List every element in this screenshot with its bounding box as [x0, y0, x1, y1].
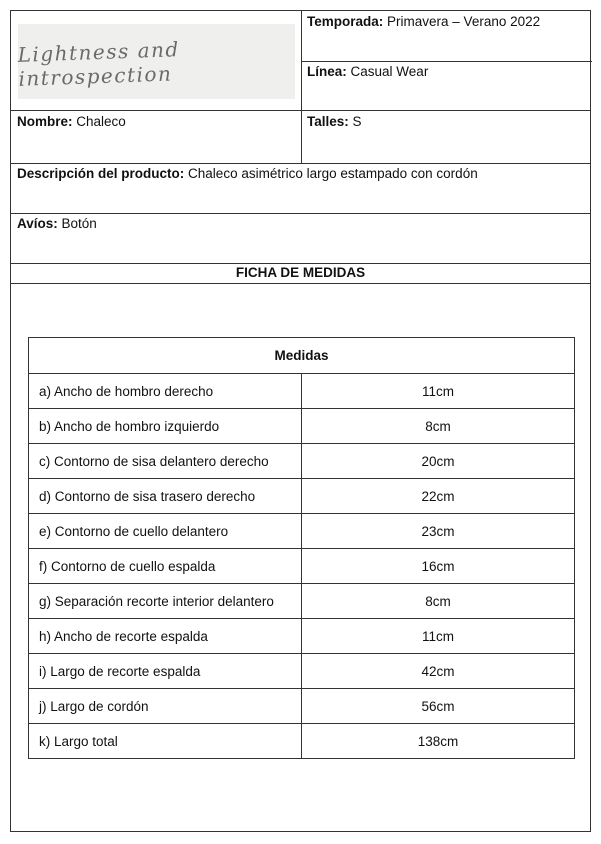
- measurement-name: g) Separación recorte interior delantero: [29, 584, 302, 619]
- measurement-value: 16cm: [302, 549, 575, 584]
- measurement-value: 8cm: [302, 584, 575, 619]
- measurement-name: e) Contorno de cuello delantero: [29, 514, 302, 549]
- measurement-value: 56cm: [302, 689, 575, 724]
- logo-text: Lightness and introspection: [17, 36, 181, 91]
- linea-value: Casual Wear: [350, 64, 429, 79]
- nombre-value: Chaleco: [76, 114, 126, 129]
- temporada-label: Temporada:: [307, 14, 384, 29]
- measurement-value: 22cm: [302, 479, 575, 514]
- table-row: [29, 724, 575, 759]
- linea-field: [307, 63, 428, 81]
- nombre-field: [17, 113, 126, 131]
- avios-field: [17, 215, 97, 233]
- avios-value: Botón: [61, 216, 97, 231]
- measurement-value: 42cm: [302, 654, 575, 689]
- divider: [301, 11, 302, 163]
- table-row: [29, 654, 575, 689]
- divider: [11, 213, 590, 214]
- measurement-value: 11cm: [302, 374, 575, 409]
- measurement-value: 138cm: [302, 724, 575, 759]
- temporada-field: [307, 13, 540, 31]
- table-row: [29, 479, 575, 514]
- measurement-name: i) Largo de recorte espalda: [29, 654, 302, 689]
- avios-label: Avíos:: [17, 216, 58, 231]
- section-title: FICHA DE MEDIDAS: [235, 265, 366, 280]
- measurement-value: 20cm: [302, 444, 575, 479]
- measurement-name: b) Ancho de hombro izquierdo: [29, 409, 302, 444]
- nombre-label: Nombre:: [17, 114, 73, 129]
- product-sheet: [10, 10, 591, 832]
- measurement-name: f) Contorno de cuello espalda: [29, 549, 302, 584]
- table-row: [29, 374, 575, 409]
- table-row: [29, 584, 575, 619]
- divider: [11, 283, 590, 284]
- talles-value: S: [352, 114, 362, 129]
- descripcion-value: Chaleco asimétrico largo estampado con cordón: [188, 166, 478, 181]
- table-row: [29, 514, 575, 549]
- linea-label: Línea:: [307, 64, 347, 79]
- measurement-name: a) Ancho de hombro derecho: [29, 374, 302, 409]
- measurement-value: 8cm: [302, 409, 575, 444]
- measurement-name: d) Contorno de sisa trasero derecho: [29, 479, 302, 514]
- divider: [301, 61, 592, 62]
- measurement-name: c) Contorno de sisa delantero derecho: [29, 444, 302, 479]
- descripcion-field: [17, 165, 478, 183]
- table-body: [29, 374, 575, 759]
- measurement-name: j) Largo de cordón: [29, 689, 302, 724]
- brand-logo: [18, 24, 295, 99]
- descripcion-label: Descripción del producto:: [17, 166, 185, 181]
- table-row: [29, 444, 575, 479]
- table-header-row: [29, 338, 575, 374]
- measurements-table: [28, 337, 575, 759]
- table-header: Medidas: [29, 338, 575, 374]
- table-row: [29, 689, 575, 724]
- table-row: [29, 619, 575, 654]
- talles-field: [307, 113, 362, 131]
- talles-label: Talles:: [307, 114, 349, 129]
- temporada-value: Primavera – Verano 2022: [387, 14, 541, 29]
- measurement-value: 11cm: [302, 619, 575, 654]
- table-row: [29, 409, 575, 444]
- measurement-name: h) Ancho de recorte espalda: [29, 619, 302, 654]
- divider: [11, 163, 590, 164]
- measurement-value: 23cm: [302, 514, 575, 549]
- measurement-name: k) Largo total: [29, 724, 302, 759]
- table-row: [29, 549, 575, 584]
